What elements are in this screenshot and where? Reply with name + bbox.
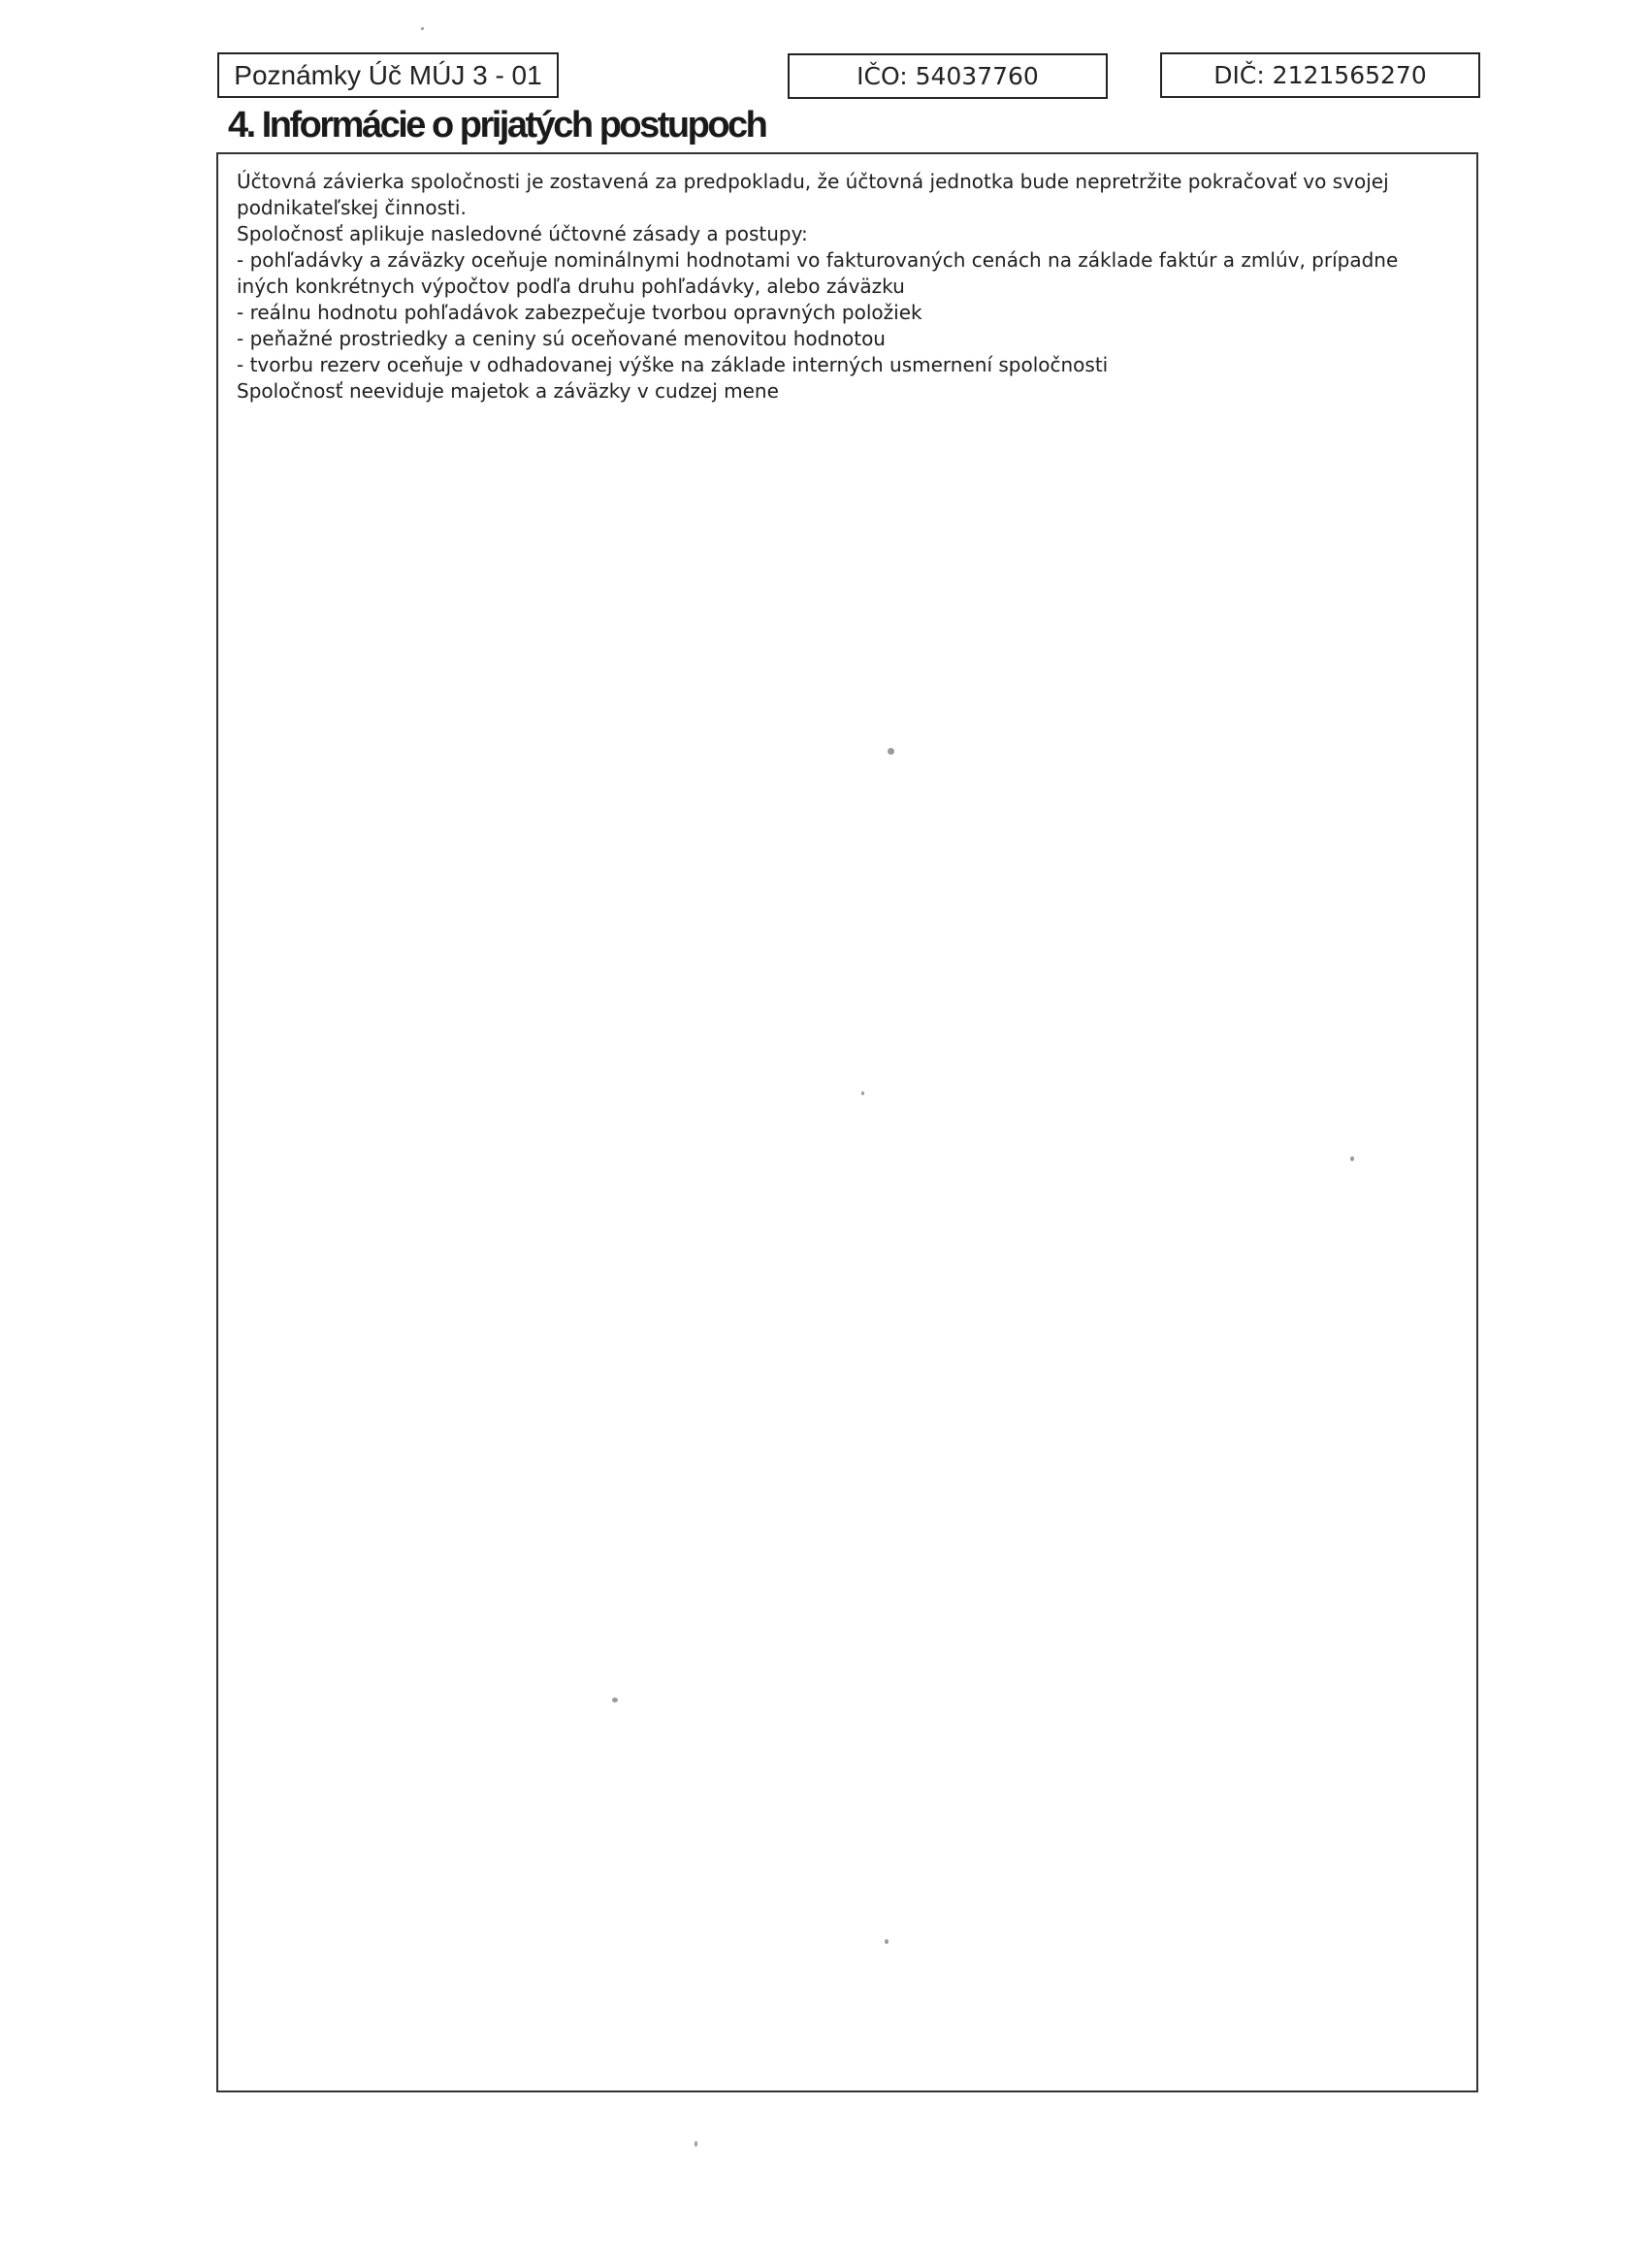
text-line: Spoločnosť aplikuje nasledovné účtovné zásady a postupy: xyxy=(237,222,808,245)
scan-speck xyxy=(885,1939,889,1944)
scan-speck xyxy=(421,27,424,30)
form-code-label: Poznámky Úč MÚJ 3 - 01 xyxy=(234,59,542,90)
text-line: - tvorbu rezerv oceňuje v odhadovanej výške na základe interných usmernení spoločnosti xyxy=(237,353,1109,376)
text-line: - peňažné prostriedky a ceniny sú oceňované menovitou hodnotou xyxy=(237,327,886,350)
ico-box xyxy=(788,53,1108,99)
text-line: - pohľadávky a záväzky oceňuje nominálnymi hodnotami vo fakturovaných cenách na základe faktúr a zmlúv, prípadne xyxy=(237,248,1399,272)
ico-label: IČO: 54037760 xyxy=(857,62,1039,90)
content-text xyxy=(237,169,1469,405)
scan-speck xyxy=(861,1091,864,1095)
scan-speck xyxy=(612,1698,618,1702)
scan-speck xyxy=(1350,1156,1354,1161)
scan-speck xyxy=(695,2141,697,2147)
section-title: 4. Informácie o prijatých postupoch xyxy=(228,105,766,146)
dic-label: DIČ: 2121565270 xyxy=(1213,61,1427,89)
scan-speck xyxy=(888,748,894,755)
dic-box xyxy=(1160,52,1480,98)
text-line: - reálnu hodnotu pohľadávok zabezpečuje tvorbou opravných položiek xyxy=(237,301,922,324)
text-line: podnikateľskej činnosti. xyxy=(237,196,467,219)
text-line: Účtovná závierka spoločnosti je zostavená za predpokladu, že účtovná jednotka bude nepretržite pokračovať vo svojej xyxy=(237,170,1389,193)
text-line: Spoločnosť neeviduje majetok a záväzky v cudzej mene xyxy=(237,379,779,403)
content-frame xyxy=(216,152,1478,2092)
text-line: iných konkrétnych výpočtov podľa druhu pohľadávky, alebo záväzku xyxy=(237,275,905,298)
form-code-box xyxy=(217,52,559,98)
